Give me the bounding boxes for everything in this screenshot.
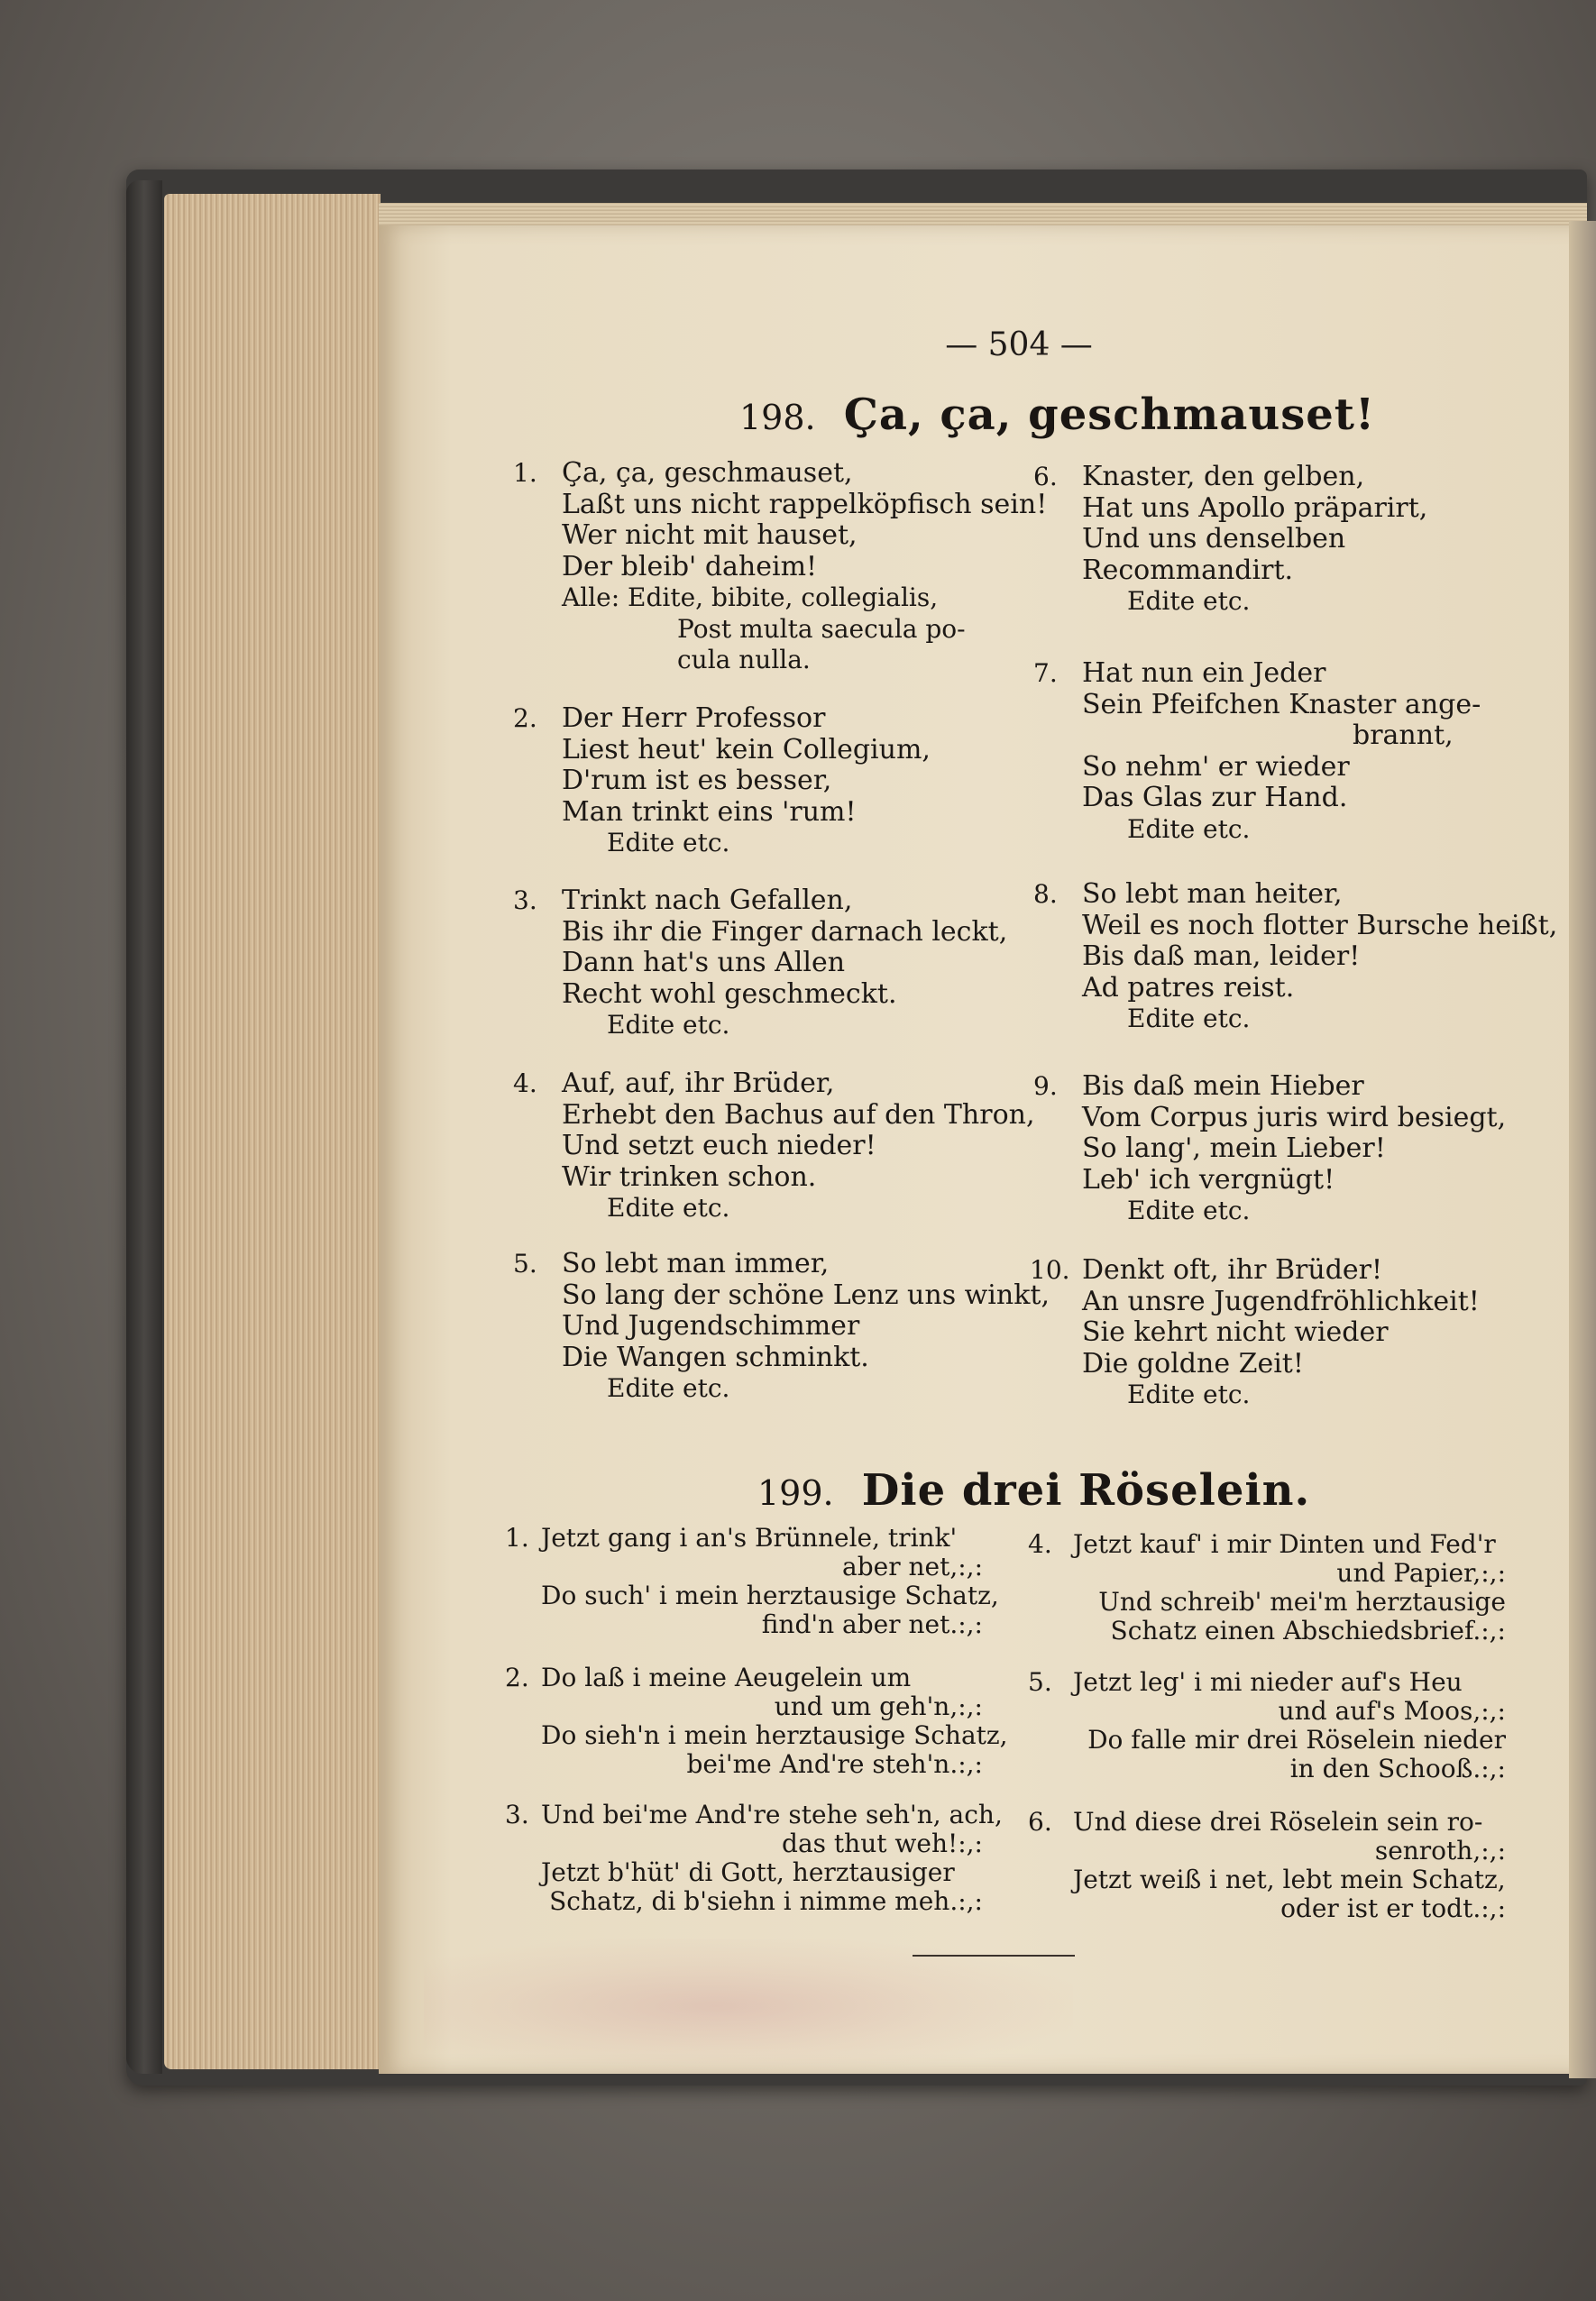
verse-line: Die Wangen schminkt. (562, 1341, 869, 1373)
stanza-number: 6. (1033, 462, 1058, 491)
verse-line: Man trinkt eins 'rum! (562, 795, 857, 828)
song-199-stanza-4 (1028, 1529, 1506, 1646)
verse-line: Edite etc. (1127, 586, 1251, 616)
stanza-number: 10. (1030, 1255, 1070, 1285)
stanza-number: 4. (1028, 1529, 1052, 1559)
song-199-stanza-6 (1028, 1807, 1506, 1923)
verse-line: Edite etc. (1127, 1004, 1251, 1033)
verse-line: Edite etc. (1127, 813, 1251, 844)
verse-line: Do sieh'n i mein herztausige Schatz, (541, 1720, 1008, 1750)
end-rule (913, 1955, 1075, 1957)
stanza-number: 5. (513, 1249, 537, 1279)
verse-line: Recht wohl geschmeckt. (562, 977, 897, 1010)
verse-line: Edite etc. (1127, 1380, 1251, 1409)
verse-line: Jetzt b'hüt' di Gott, herztausiger (541, 1857, 955, 1887)
verse-line: Erhebt den Bachus auf den Thron, (562, 1098, 1035, 1131)
stanza-number: 6. (1028, 1807, 1052, 1837)
song-199-title (757, 1465, 1569, 1516)
verse-line: Und schreib' mei'm herztausige (1098, 1587, 1506, 1617)
song-199-stanza-3 (505, 1800, 1003, 1916)
verse-line: Dann hat's uns Allen (562, 947, 846, 978)
verse-line: Edite etc. (1127, 1196, 1251, 1225)
verse-line: Do such' i mein herztausige Schatz, (541, 1581, 999, 1610)
page-edges-top (379, 203, 1587, 228)
verse-line: Und bei'me And're stehe seh'n, ach, (541, 1800, 1003, 1829)
verse-line: Bis daß man, leider! (1082, 940, 1361, 972)
verse-line: D'rum ist es besser, (562, 765, 832, 796)
verse-line: Knaster, den gelben, (1082, 461, 1365, 492)
page-gutter (1569, 221, 1596, 2078)
song-199-title-text: Die drei Röselein. (861, 1465, 1311, 1516)
verse-line: Hat uns Apollo präparirt, (1082, 491, 1428, 524)
stanza-number: 3. (513, 885, 537, 915)
verse-line: Sie kehrt nicht wieder (1082, 1316, 1389, 1348)
verse-line: Leb' ich vergnügt! (1082, 1163, 1335, 1196)
stanza-number: 2. (505, 1663, 529, 1692)
song-198-stanza-8 (1033, 878, 1558, 1035)
verse-line: Und setzt euch nieder! (562, 1130, 876, 1161)
song-198-stanza-1 (513, 457, 1048, 676)
page-number: — 504 — (945, 326, 1093, 363)
page-stain (424, 1939, 1073, 2074)
verse-line: So lebt man heiter, (1082, 878, 1343, 910)
verse-line: und auf's Moos,:,: (1278, 1696, 1506, 1726)
verse-line: senroth,:,: (1374, 1836, 1506, 1866)
verse-line: So nehm' er wieder (1082, 750, 1350, 783)
verse-line: Das Glas zur Hand. (1082, 782, 1348, 813)
book-spine (126, 180, 162, 2074)
verse-line: Denkt oft, ihr Brüder! (1082, 1254, 1383, 1286)
verse-line: find'n aber net.:,: (761, 1609, 983, 1639)
verse-line: Alle: Edite, bibite, collegialis, (562, 582, 939, 612)
verse-line: Schatz einen Abschiedsbrief.:,: (1110, 1616, 1506, 1646)
verse-line: brannt, (1353, 720, 1454, 751)
song-198-stanza-6 (1033, 461, 1428, 618)
verse-line: So lang', mein Lieber! (1082, 1132, 1386, 1164)
verse-line: Bis daß mein Hieber (1082, 1070, 1364, 1102)
song-199-stanza-2 (505, 1663, 1008, 1779)
stanza-number: 1. (513, 458, 537, 488)
stanza-number: 8. (1033, 879, 1058, 909)
verse-line: Jetzt gang i an's Brünnele, trink' (541, 1523, 958, 1553)
verse-line: Edite etc. (607, 828, 730, 857)
verse-line: Weil es noch flotter Bursche heißt, (1082, 909, 1558, 941)
verse-line: und Papier,:,: (1336, 1558, 1506, 1588)
verse-line: Schatz, di b'siehn i nimme meh.:,: (549, 1886, 983, 1916)
song-198-title (739, 390, 1551, 440)
verse-line: Recommandirt. (1082, 554, 1294, 586)
stanza-number: 1. (505, 1523, 529, 1553)
verse-line: Edite etc. (607, 1373, 730, 1403)
verse-line: Jetzt weiß i net, lebt mein Schatz, (1073, 1865, 1506, 1894)
song-198-number: 198. (739, 398, 816, 437)
verse-line: bei'me And're steh'n.:,: (686, 1749, 983, 1779)
song-199-number: 199. (757, 1473, 834, 1513)
song-198-stanza-5 (513, 1248, 1050, 1405)
verse-line: So lebt man immer, (562, 1248, 830, 1279)
verse-line: Do laß i meine Aeugelein um (541, 1663, 912, 1692)
verse-line: Der Herr Professor (562, 702, 826, 734)
verse-line: Post multa saecula po- (677, 613, 966, 644)
verse-line: Vom Corpus juris wird besiegt, (1082, 1101, 1507, 1133)
verse-line: Ça, ça, geschmauset, (562, 457, 853, 489)
song-198-stanza-3 (513, 885, 1008, 1041)
song-198-stanza-4 (513, 1068, 1035, 1224)
song-199-stanza-1 (505, 1523, 999, 1639)
verse-line: das thut weh!:,: (782, 1829, 983, 1858)
verse-line: Jetzt leg' i mi nieder auf's Heu (1073, 1667, 1463, 1697)
verse-line: Und diese drei Röselein sein ro- (1073, 1807, 1483, 1837)
verse-line: Sein Pfeifchen Knaster ange- (1082, 688, 1481, 720)
verse-line: Wer nicht mit hauset, (562, 519, 858, 551)
song-199-stanza-5 (1028, 1667, 1506, 1783)
verse-line: Ad patres reist. (1082, 971, 1295, 1004)
verse-line: Bis ihr die Finger darnach leckt, (562, 915, 1008, 948)
stanza-number: 5. (1028, 1667, 1052, 1697)
verse-line: Der bleib' daheim! (562, 550, 818, 582)
verse-line: So lang der schöne Lenz uns winkt, (562, 1279, 1050, 1311)
stanza-number: 4. (513, 1068, 537, 1098)
verse-line: Hat nun ein Jeder (1082, 657, 1326, 689)
stanza-number: 7. (1033, 658, 1058, 688)
verse-line: Liest heut' kein Collegium, (562, 733, 931, 765)
verse-line: oder ist er todt.:,: (1280, 1893, 1506, 1923)
verse-line: Trinkt nach Gefallen, (562, 885, 853, 916)
verse-line: An unsre Jugendfröhlichkeit! (1082, 1285, 1480, 1317)
verse-line: Edite etc. (607, 1193, 730, 1223)
verse-line: Laßt uns nicht rappelköpfisch sein! (562, 488, 1048, 520)
verse-line: aber net,:,: (842, 1552, 983, 1581)
stanza-number: 3. (505, 1800, 529, 1829)
verse-line: Die goldne Zeit! (1082, 1347, 1304, 1380)
verse-line: Wir trinken schon. (562, 1160, 817, 1193)
verse-line: Auf, auf, ihr Brüder, (562, 1068, 835, 1099)
stanza-number: 9. (1033, 1071, 1058, 1101)
verse-line: Do falle mir drei Röselein nieder (1087, 1725, 1506, 1755)
verse-line: Und uns denselben (1082, 523, 1346, 555)
verse-line: Und Jugendschimmer (562, 1310, 860, 1342)
verse-line: Jetzt kauf' i mir Dinten und Fed'r (1073, 1529, 1496, 1559)
song-198-stanza-9 (1033, 1070, 1507, 1227)
page-edges (164, 194, 381, 2069)
stanza-number: 2. (513, 703, 537, 733)
song-198-stanza-2 (513, 702, 931, 859)
song-198-stanza-10 (1030, 1254, 1480, 1411)
verse-line: cula nulla. (677, 645, 811, 674)
verse-line: in den Schooß.:,: (1289, 1754, 1506, 1783)
song-198-stanza-7 (1033, 657, 1488, 845)
verse-line: Edite etc. (607, 1010, 730, 1040)
verse-line: und um geh'n,:,: (774, 1691, 983, 1721)
song-198-title-text: Ça, ça, geschmauset! (843, 390, 1376, 440)
